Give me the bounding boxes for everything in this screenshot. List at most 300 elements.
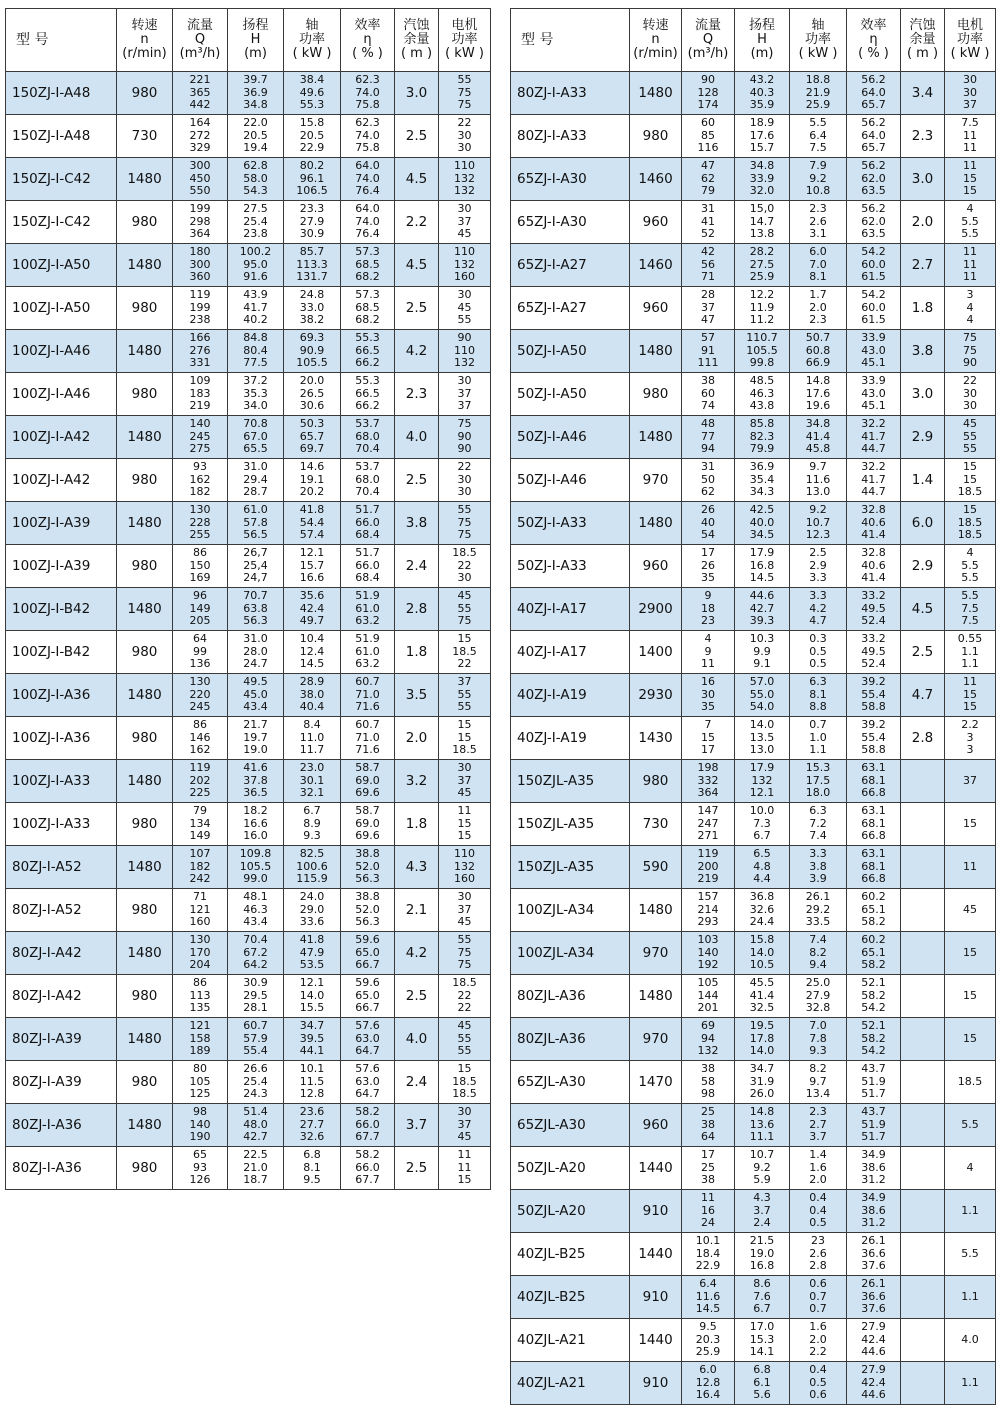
npsh-cell [901, 1147, 945, 1190]
motor-power-cell: 4 [945, 1147, 996, 1190]
shaft-power-cell: 5.5 6.4 7.5 [790, 115, 847, 158]
npsh-cell [901, 1104, 945, 1147]
motor-power-cell: 11 [945, 846, 996, 889]
head-cell: 60.7 57.9 55.4 [228, 1018, 284, 1061]
shaft-power-cell: 14.8 17.6 19.6 [790, 373, 847, 416]
table-row [6, 932, 491, 975]
efficiency-cell: 32.2 41.7 44.7 [847, 459, 901, 502]
header-motor-power: 电机 功率 ( kW ) [945, 9, 996, 72]
head-cell: 39.7 36.9 34.8 [228, 72, 284, 115]
efficiency-cell: 39.2 55.4 58.8 [847, 717, 901, 760]
speed-cell: 970 [630, 1018, 682, 1061]
speed-cell: 980 [117, 1061, 173, 1104]
efficiency-cell: 64.0 74.0 76.4 [341, 201, 395, 244]
npsh-cell: 3.2 [395, 760, 439, 803]
motor-power-cell: 0.55 1.1 1.1 [945, 631, 996, 674]
table-row [511, 760, 996, 803]
efficiency-cell: 58.7 69.0 69.6 [341, 803, 395, 846]
table-row [6, 201, 491, 244]
npsh-cell: 2.4 [395, 545, 439, 588]
efficiency-cell: 63.1 68.1 66.8 [847, 760, 901, 803]
model-cell: 65ZJ-I-A30 [511, 201, 630, 244]
motor-power-cell: 2.2 3 3 [945, 717, 996, 760]
head-cell: 70.8 67.0 65.5 [228, 416, 284, 459]
efficiency-cell: 60.2 65.1 58.2 [847, 889, 901, 932]
flow-cell: 38 58 98 [682, 1061, 735, 1104]
table-row [511, 1061, 996, 1104]
model-cell: 100ZJ-I-A42 [6, 459, 117, 502]
motor-power-cell: 45 55 55 [439, 1018, 491, 1061]
motor-power-cell: 75 75 90 [945, 330, 996, 373]
motor-power-cell: 30 45 55 [439, 287, 491, 330]
efficiency-cell: 32.2 41.7 44.7 [847, 416, 901, 459]
efficiency-cell: 52.1 58.2 54.2 [847, 1018, 901, 1061]
motor-power-cell: 110 132 132 [439, 158, 491, 201]
head-cell: 109.8 105.5 99.0 [228, 846, 284, 889]
speed-cell: 960 [630, 1104, 682, 1147]
head-cell: 17.0 15.3 14.1 [735, 1319, 790, 1362]
shaft-power-cell: 8.2 9.7 13.4 [790, 1061, 847, 1104]
model-cell: 100ZJL-A34 [511, 889, 630, 932]
model-cell: 80ZJ-I-A33 [511, 115, 630, 158]
model-cell: 40ZJ-I-A19 [511, 674, 630, 717]
shaft-power-cell: 6.3 8.1 8.8 [790, 674, 847, 717]
motor-power-cell: 90 110 132 [439, 330, 491, 373]
table-row [511, 158, 996, 201]
table-row [511, 459, 996, 502]
npsh-cell: 2.5 [901, 631, 945, 674]
speed-cell: 1440 [630, 1147, 682, 1190]
npsh-cell: 1.8 [901, 287, 945, 330]
speed-cell: 970 [630, 932, 682, 975]
model-cell: 50ZJL-A20 [511, 1147, 630, 1190]
motor-power-cell: 5.5 7.5 7.5 [945, 588, 996, 631]
npsh-cell: 2.8 [395, 588, 439, 631]
head-cell: 45.5 41.4 32.5 [735, 975, 790, 1018]
model-cell: 40ZJ-I-A17 [511, 631, 630, 674]
shaft-power-cell: 38.4 49.6 55.3 [284, 72, 341, 115]
efficiency-cell: 27.9 42.4 44.6 [847, 1362, 901, 1405]
flow-cell: 26 40 54 [682, 502, 735, 545]
shaft-power-cell: 6.8 8.1 9.5 [284, 1147, 341, 1190]
efficiency-cell: 51.7 66.0 68.4 [341, 545, 395, 588]
model-cell: 100ZJ-I-A50 [6, 287, 117, 330]
shaft-power-cell: 6.0 7.0 8.1 [790, 244, 847, 287]
motor-power-cell: 5.5 [945, 1104, 996, 1147]
head-cell: 51.4 48.0 42.7 [228, 1104, 284, 1147]
head-cell: 57.0 55.0 54.0 [735, 674, 790, 717]
flow-cell: 47 62 79 [682, 158, 735, 201]
npsh-cell: 3.8 [395, 502, 439, 545]
model-cell: 40ZJL-A21 [511, 1319, 630, 1362]
flow-cell: 130 220 245 [173, 674, 228, 717]
shaft-power-cell: 12.1 14.0 15.5 [284, 975, 341, 1018]
shaft-power-cell: 15.8 20.5 22.9 [284, 115, 341, 158]
model-cell: 50ZJL-A20 [511, 1190, 630, 1233]
model-cell: 150ZJ-I-A48 [6, 72, 117, 115]
shaft-power-cell: 28.9 38.0 40.4 [284, 674, 341, 717]
head-cell: 31.0 28.0 24.7 [228, 631, 284, 674]
model-cell: 50ZJ-I-A50 [511, 330, 630, 373]
motor-power-cell: 55 75 75 [439, 72, 491, 115]
table-row [511, 1319, 996, 1362]
shaft-power-cell: 35.6 42.4 49.7 [284, 588, 341, 631]
flow-cell: 180 300 360 [173, 244, 228, 287]
model-cell: 65ZJL-A30 [511, 1104, 630, 1147]
speed-cell: 1440 [630, 1319, 682, 1362]
npsh-cell: 4.7 [901, 674, 945, 717]
header-motor-power: 电机 功率 ( kW ) [439, 9, 491, 72]
flow-cell: 121 158 189 [173, 1018, 228, 1061]
model-cell: 100ZJL-A34 [511, 932, 630, 975]
npsh-cell: 3.0 [395, 72, 439, 115]
efficiency-cell: 59.6 65.0 66.7 [341, 932, 395, 975]
speed-cell: 1480 [630, 889, 682, 932]
model-cell: 65ZJL-A30 [511, 1061, 630, 1104]
speed-cell: 980 [630, 373, 682, 416]
head-cell: 19.5 17.8 14.0 [735, 1018, 790, 1061]
table-row [6, 717, 491, 760]
head-cell: 34.7 31.9 26.0 [735, 1061, 790, 1104]
model-cell: 80ZJL-A36 [511, 1018, 630, 1061]
flow-cell: 103 140 192 [682, 932, 735, 975]
motor-power-cell: 30 37 37 [439, 373, 491, 416]
flow-cell: 90 128 174 [682, 72, 735, 115]
table-row [511, 115, 996, 158]
shaft-power-cell: 2.3 2.6 3.1 [790, 201, 847, 244]
head-cell: 15.8 14.0 10.5 [735, 932, 790, 975]
npsh-cell: 4.0 [395, 416, 439, 459]
model-cell: 150ZJ-I-C42 [6, 158, 117, 201]
head-cell: 6.5 4.8 4.4 [735, 846, 790, 889]
npsh-cell: 2.0 [901, 201, 945, 244]
efficiency-cell: 53.7 68.0 70.4 [341, 459, 395, 502]
npsh-cell: 4.5 [901, 588, 945, 631]
head-cell: 34.8 33.9 32.0 [735, 158, 790, 201]
efficiency-cell: 33.9 43.0 45.1 [847, 373, 901, 416]
npsh-cell: 2.5 [395, 287, 439, 330]
npsh-cell: 2.8 [901, 717, 945, 760]
model-cell: 100ZJ-I-A36 [6, 717, 117, 760]
table-row [511, 1233, 996, 1276]
flow-cell: 119 199 238 [173, 287, 228, 330]
table-row [511, 932, 996, 975]
model-cell: 40ZJ-I-A17 [511, 588, 630, 631]
header-row [511, 9, 996, 72]
table-row [511, 1276, 996, 1319]
flow-cell: 65 93 126 [173, 1147, 228, 1190]
npsh-cell: 4.5 [395, 244, 439, 287]
shaft-power-cell: 18.8 21.9 25.9 [790, 72, 847, 115]
efficiency-cell: 59.6 65.0 66.7 [341, 975, 395, 1018]
flow-cell: 10.1 18.4 22.9 [682, 1233, 735, 1276]
motor-power-cell: 15 [945, 932, 996, 975]
shaft-power-cell: 8.4 11.0 11.7 [284, 717, 341, 760]
speed-cell: 1430 [630, 717, 682, 760]
efficiency-cell: 62.3 74.0 75.8 [341, 72, 395, 115]
table-row [6, 459, 491, 502]
motor-power-cell: 4.0 [945, 1319, 996, 1362]
flow-cell: 64 99 136 [173, 631, 228, 674]
model-cell: 80ZJ-I-A42 [6, 975, 117, 1018]
shaft-power-cell: 10.4 12.4 14.5 [284, 631, 341, 674]
flow-cell: 60 85 116 [682, 115, 735, 158]
header-model: 型 号 [6, 9, 117, 72]
model-cell: 65ZJ-I-A27 [511, 244, 630, 287]
motor-power-cell: 11 11 11 [945, 244, 996, 287]
speed-cell: 980 [117, 717, 173, 760]
speed-cell: 910 [630, 1362, 682, 1405]
model-cell: 80ZJ-I-A42 [6, 932, 117, 975]
speed-cell: 1460 [630, 158, 682, 201]
motor-power-cell: 15 18.5 18.5 [439, 1061, 491, 1104]
head-cell: 30.9 29.5 28.1 [228, 975, 284, 1018]
table-row [6, 760, 491, 803]
shaft-power-cell: 23 2.6 2.8 [790, 1233, 847, 1276]
table-row [6, 588, 491, 631]
efficiency-cell: 56.2 62.0 63.5 [847, 158, 901, 201]
table-row [511, 1104, 996, 1147]
speed-cell: 1480 [117, 416, 173, 459]
npsh-cell [901, 1018, 945, 1061]
table-row [6, 158, 491, 201]
shaft-power-cell: 2.5 2.9 3.3 [790, 545, 847, 588]
motor-power-cell: 110 132 160 [439, 846, 491, 889]
head-cell: 84.8 80.4 77.5 [228, 330, 284, 373]
table-row [6, 244, 491, 287]
motor-power-cell: 4 5.5 5.5 [945, 201, 996, 244]
npsh-cell [901, 760, 945, 803]
header-npsh: 汽蚀 余量 ( m ) [395, 9, 439, 72]
motor-power-cell: 37 55 55 [439, 674, 491, 717]
head-cell: 27.5 25.4 23.8 [228, 201, 284, 244]
npsh-cell: 2.9 [901, 545, 945, 588]
pump-spec-table-left [5, 8, 491, 1190]
efficiency-cell: 39.2 55.4 58.8 [847, 674, 901, 717]
speed-cell: 910 [630, 1276, 682, 1319]
flow-cell: 17 26 35 [682, 545, 735, 588]
shaft-power-cell: 0.4 0.5 0.6 [790, 1362, 847, 1405]
flow-cell: 93 162 182 [173, 459, 228, 502]
flow-cell: 38 60 74 [682, 373, 735, 416]
efficiency-cell: 60.2 65.1 58.2 [847, 932, 901, 975]
model-cell: 100ZJ-I-A33 [6, 760, 117, 803]
table-row [511, 1190, 996, 1233]
motor-power-cell: 11 15 15 [439, 803, 491, 846]
motor-power-cell: 7.5 11 11 [945, 115, 996, 158]
model-cell: 65ZJ-I-A27 [511, 287, 630, 330]
model-cell: 50ZJ-I-A33 [511, 502, 630, 545]
table-row [6, 1104, 491, 1147]
shaft-power-cell: 23.3 27.9 30.9 [284, 201, 341, 244]
npsh-cell [901, 803, 945, 846]
npsh-cell: 4.2 [395, 932, 439, 975]
table-row [6, 72, 491, 115]
table-row [511, 201, 996, 244]
header-speed: 转速 n (r/min) [117, 9, 173, 72]
npsh-cell [901, 1190, 945, 1233]
efficiency-cell: 60.7 71.0 71.6 [341, 674, 395, 717]
efficiency-cell: 33.2 49.5 52.4 [847, 631, 901, 674]
efficiency-cell: 38.8 52.0 56.3 [341, 846, 395, 889]
flow-cell: 9 18 23 [682, 588, 735, 631]
model-cell: 80ZJ-I-A52 [6, 846, 117, 889]
speed-cell: 1480 [630, 975, 682, 1018]
table-row [511, 975, 996, 1018]
table-row [511, 287, 996, 330]
flow-cell: 300 450 550 [173, 158, 228, 201]
efficiency-cell: 56.2 62.0 63.5 [847, 201, 901, 244]
motor-power-cell: 55 75 75 [439, 932, 491, 975]
header-flow: 流量 Q (m³/h) [682, 9, 735, 72]
speed-cell: 980 [117, 201, 173, 244]
head-cell: 18.2 16.6 16.0 [228, 803, 284, 846]
model-cell: 150ZJL-A35 [511, 846, 630, 889]
efficiency-cell: 33.9 43.0 45.1 [847, 330, 901, 373]
flow-cell: 221 365 442 [173, 72, 228, 115]
flow-cell: 69 94 132 [682, 1018, 735, 1061]
npsh-cell [901, 1233, 945, 1276]
motor-power-cell: 18.5 22 30 [439, 545, 491, 588]
table-row [6, 545, 491, 588]
speed-cell: 730 [630, 803, 682, 846]
npsh-cell: 2.9 [901, 416, 945, 459]
head-cell: 62.8 58.0 54.3 [228, 158, 284, 201]
flow-cell: 42 56 71 [682, 244, 735, 287]
motor-power-cell: 30 37 45 [439, 889, 491, 932]
table-row [6, 889, 491, 932]
header-row [6, 9, 491, 72]
npsh-cell: 4.3 [395, 846, 439, 889]
efficiency-cell: 52.1 58.2 54.2 [847, 975, 901, 1018]
model-cell: 150ZJL-A35 [511, 760, 630, 803]
speed-cell: 1440 [630, 1233, 682, 1276]
speed-cell: 970 [630, 459, 682, 502]
table-row [6, 674, 491, 717]
flow-cell: 107 182 242 [173, 846, 228, 889]
motor-power-cell: 22 30 30 [439, 459, 491, 502]
shaft-power-cell: 50.3 65.7 69.7 [284, 416, 341, 459]
flow-cell: 57 91 111 [682, 330, 735, 373]
speed-cell: 1480 [117, 760, 173, 803]
shaft-power-cell: 6.3 7.2 7.4 [790, 803, 847, 846]
speed-cell: 980 [117, 72, 173, 115]
flow-cell: 16 30 35 [682, 674, 735, 717]
shaft-power-cell: 0.7 1.0 1.1 [790, 717, 847, 760]
npsh-cell [901, 1362, 945, 1405]
head-cell: 44.6 42.7 39.3 [735, 588, 790, 631]
efficiency-cell: 64.0 74.0 76.4 [341, 158, 395, 201]
speed-cell: 730 [117, 115, 173, 158]
efficiency-cell: 32.8 40.6 41.4 [847, 545, 901, 588]
shaft-power-cell: 82.5 100.6 115.9 [284, 846, 341, 889]
efficiency-cell: 51.7 66.0 68.4 [341, 502, 395, 545]
table-row [511, 72, 996, 115]
head-cell: 43.2 40.3 35.9 [735, 72, 790, 115]
motor-power-cell: 4 5.5 5.5 [945, 545, 996, 588]
npsh-cell [901, 889, 945, 932]
head-cell: 41.6 37.8 36.5 [228, 760, 284, 803]
flow-cell: 79 134 149 [173, 803, 228, 846]
speed-cell: 1400 [630, 631, 682, 674]
speed-cell: 1480 [117, 674, 173, 717]
efficiency-cell: 55.3 66.5 66.2 [341, 330, 395, 373]
motor-power-cell: 37 [945, 760, 996, 803]
shaft-power-cell: 12.1 15.7 16.6 [284, 545, 341, 588]
head-cell: 70.4 67.2 64.2 [228, 932, 284, 975]
motor-power-cell: 45 [945, 889, 996, 932]
head-cell: 26,7 25,4 24,7 [228, 545, 284, 588]
model-cell: 80ZJL-A36 [511, 975, 630, 1018]
model-cell: 80ZJ-I-A39 [6, 1061, 117, 1104]
motor-power-cell: 18.5 22 22 [439, 975, 491, 1018]
shaft-power-cell: 2.3 2.7 3.7 [790, 1104, 847, 1147]
shaft-power-cell: 41.8 54.4 57.4 [284, 502, 341, 545]
efficiency-cell: 58.7 69.0 69.6 [341, 760, 395, 803]
speed-cell: 910 [630, 1190, 682, 1233]
motor-power-cell: 45 55 75 [439, 588, 491, 631]
speed-cell: 1480 [117, 588, 173, 631]
efficiency-cell: 57.3 68.5 68.2 [341, 287, 395, 330]
model-cell: 100ZJ-I-A36 [6, 674, 117, 717]
model-cell: 100ZJ-I-A33 [6, 803, 117, 846]
pump-spec-table-right [510, 8, 996, 1405]
table-row [6, 330, 491, 373]
shaft-power-cell: 7.0 7.8 9.3 [790, 1018, 847, 1061]
flow-cell: 80 105 125 [173, 1061, 228, 1104]
npsh-cell: 3.0 [901, 158, 945, 201]
efficiency-cell: 33.2 49.5 52.4 [847, 588, 901, 631]
table-row [6, 287, 491, 330]
motor-power-cell: 15 18.5 22 [439, 631, 491, 674]
header-shaft-power: 轴 功率 ( kW ) [284, 9, 341, 72]
motor-power-cell: 30 30 37 [945, 72, 996, 115]
model-cell: 150ZJ-I-C42 [6, 201, 117, 244]
motor-power-cell: 55 75 75 [439, 502, 491, 545]
motor-power-cell: 18.5 [945, 1061, 996, 1104]
npsh-cell: 4.5 [395, 158, 439, 201]
motor-power-cell: 30 37 45 [439, 760, 491, 803]
shaft-power-cell: 85.7 113.3 131.7 [284, 244, 341, 287]
flow-cell: 86 113 135 [173, 975, 228, 1018]
flow-cell: 48 77 94 [682, 416, 735, 459]
npsh-cell: 2.3 [395, 373, 439, 416]
shaft-power-cell: 15.3 17.5 18.0 [790, 760, 847, 803]
model-cell: 80ZJ-I-A39 [6, 1018, 117, 1061]
table-row [511, 803, 996, 846]
motor-power-cell: 11 11 15 [439, 1147, 491, 1190]
npsh-cell: 1.8 [395, 803, 439, 846]
speed-cell: 1480 [117, 1018, 173, 1061]
npsh-cell: 2.1 [395, 889, 439, 932]
table-row [6, 846, 491, 889]
model-cell: 40ZJ-I-A19 [511, 717, 630, 760]
table-row [511, 416, 996, 459]
efficiency-cell: 34.9 38.6 31.2 [847, 1190, 901, 1233]
speed-cell: 980 [117, 287, 173, 330]
speed-cell: 980 [117, 889, 173, 932]
motor-power-cell: 45 55 55 [945, 416, 996, 459]
speed-cell: 2930 [630, 674, 682, 717]
table-row [6, 803, 491, 846]
head-cell: 42.5 40.0 34.5 [735, 502, 790, 545]
efficiency-cell: 51.9 61.0 63.2 [341, 588, 395, 631]
table-row [511, 244, 996, 287]
table-row [511, 1362, 996, 1405]
table-row [6, 373, 491, 416]
model-cell: 100ZJ-I-B42 [6, 631, 117, 674]
table-row [511, 502, 996, 545]
